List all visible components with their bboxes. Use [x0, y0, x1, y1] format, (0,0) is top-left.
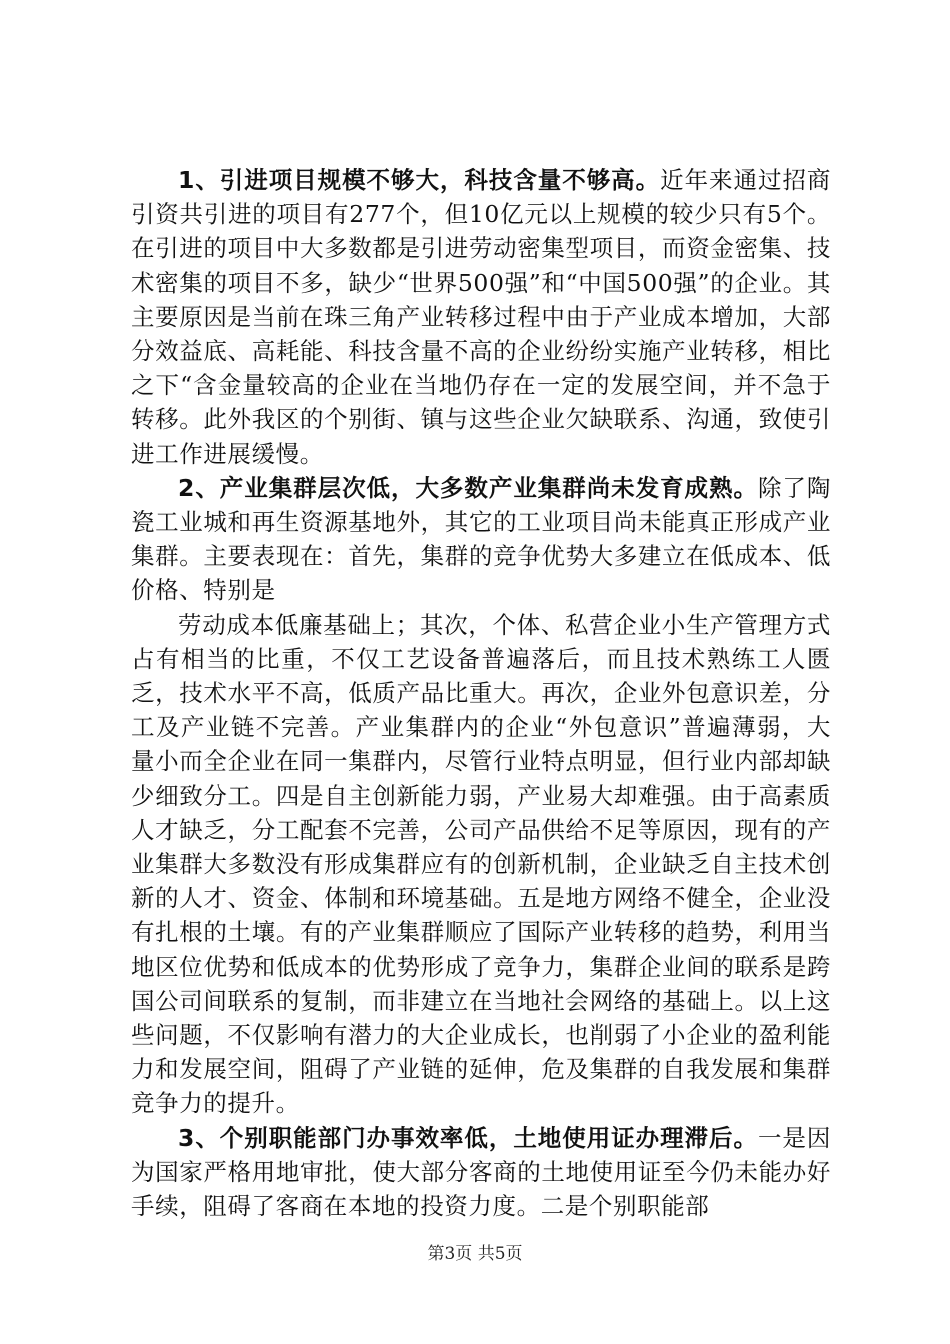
paragraph-1-heading: 1、引进项目规模不够大，科技含量不够高。 [178, 166, 661, 194]
paragraph-2 [131, 471, 831, 608]
document-body [131, 163, 831, 1223]
paragraph-4-text: 一是因为国家严格用地审批，使大部分客商的土地使用证至今仍未能办好手续，阻碍了客商在本地的投资力度。二是个别职能部 [131, 1123, 831, 1221]
page-footer [0, 1244, 950, 1264]
paragraph-3 [131, 608, 831, 1121]
paragraph-4 [131, 1121, 831, 1224]
paragraph-2-heading: 2、产业集群层次低，大多数产业集群尚未发育成熟。 [178, 473, 758, 502]
paragraph-4-heading: 3、个别职能部门办事效率低，土地使用证办理滞后。 [178, 1123, 758, 1152]
paragraph-1 [131, 163, 831, 471]
paragraph-1-text: 近年来通过招商引资共引进的项目有277个，但10亿元以上规模的较少只有5个。在引进的项目中大多数都是引进劳动密集型项目，而资金密集、技术密集的项目不多，缺少“世界500强”和“中国500强”的企业。其主要原因是当前在珠三角产业转移过程中由于产业成本增加，大部分效益底、高耗能、科技含量不高的企业纷纷实施产业转移，相比之下“含金量较高的企业在当地仍存在一定的发展空间，并不急于转移。此外我区的个别街、镇与这些企业欠缺联系、沟通，致使引进工作进展缓慢。 [131, 166, 832, 468]
page-number-label: 第3页 共5页 [427, 1244, 523, 1264]
paragraph-3-text: 劳动成本低廉基础上；其次，个体、私营企业小生产管理方式占有相当的比重，不仅工艺设备普遍落后，而且技术熟练工人匮乏，技术水平不高，低质产品比重大。再次，企业外包意识差，分工及产业链不完善。产业集群内的企业“外包意识”普遍薄弱，大量小而全企业在同一集群内，尽管行业特点明显，但行业内部却缺少细致分工。四是自主创新能力弱，产业易大却难强。由于高素质人才缺乏，分工配套不完善，公司产品供给不足等原因，现有的产业集群大多数没有形成集群应有的创新机制，企业缺乏自主技术创新的人才、资金、体制和环境基础。五是地方网络不健全，企业没有扎根的土壤。有的产业集群顺应了国际产业转移的趋势，利用当地区位优势和低成本的优势形成了竞争力，集群企业间的联系是跨国公司间联系的复制，而非建立在当地社会网络的基础上。以上这些问题，不仅影响有潜力的大企业成长，也削弱了小企业的盈利能力和发展空间，阻碍了产业链的延伸，危及集群的自我发展和集群竞争力的提升。 [131, 610, 831, 1118]
paragraph-2-text: 除了陶瓷工业城和再生资源基地外，其它的工业项目尚未能真正形成产业集群。主要表现在：首先，集群的竞争优势大多建立在低成本、低价格、特别是 [131, 473, 831, 605]
